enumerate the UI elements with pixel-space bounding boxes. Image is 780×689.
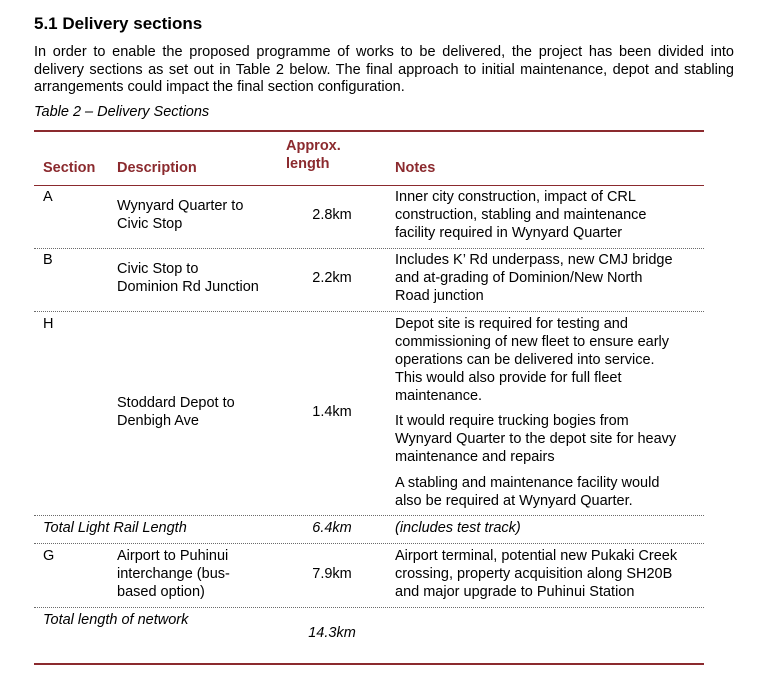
section-heading: 5.1 Delivery sections: [34, 14, 203, 33]
cell-section: G: [43, 548, 55, 564]
cell-section: H: [43, 316, 54, 332]
cell-length: 1.4km: [312, 404, 352, 420]
cell-length: 6.4km: [312, 520, 352, 536]
row-divider: [34, 515, 704, 516]
cell-notes-paragraph-3: A stabling and maintenance facility would also be required at Wynyard Quarter.: [395, 475, 660, 509]
table-caption: Table 2 – Delivery Sections: [34, 104, 210, 120]
header-description: Description: [117, 160, 197, 176]
cell-notes: Airport terminal, potential new Pukaki Creek crossing, property acquisition along SH20B and major upgrade to Puhinui Station: [395, 548, 678, 600]
cell-notes: Inner city construction, impact of CRL construction, stabling and maintenance facility required in Wynyard Quarter: [395, 189, 647, 241]
row-divider: [34, 543, 704, 544]
cell-length: 2.2km: [312, 270, 352, 286]
cell-notes: (includes test track): [395, 520, 521, 536]
header-length: Approx. length: [286, 138, 341, 172]
row-divider: [34, 607, 704, 608]
cell-notes-paragraph-1: Depot site is required for testing and commissioning of new fleet to ensure early operations can be delivered into service. This would also provide for full fleet maintenance.: [395, 316, 670, 404]
cell-length: 2.8km: [312, 207, 352, 223]
cell-length: 7.9km: [312, 566, 352, 582]
cell-length: 14.3km: [308, 625, 356, 641]
cell-description: Wynyard Quarter to Civic Stop: [117, 198, 244, 232]
cell-total-label: Total Light Rail Length: [43, 520, 187, 536]
cell-notes-paragraph-2: It would require trucking bogies from Wynyard Quarter to the depot site for heavy maintenance and repairs: [395, 413, 677, 465]
table-top-rule: [34, 130, 704, 132]
cell-total-label: Total length of network: [43, 612, 189, 628]
row-divider: [34, 311, 704, 312]
cell-description: Airport to Puhinui interchange (bus- based option): [117, 548, 230, 600]
header-notes: Notes: [395, 160, 436, 176]
header-section: Section: [43, 160, 96, 176]
cell-section: A: [43, 189, 53, 205]
table-bottom-rule: [34, 663, 704, 665]
cell-notes: Includes K’ Rd underpass, new CMJ bridge and at-grading of Dominion/New North Road junction: [395, 252, 673, 304]
row-divider: [34, 248, 704, 249]
intro-paragraph: In order to enable the proposed programme of works to be delivered, the project has been divided into delivery sections as set out in Table 2 below. The final approach to initial maintenance, depot and stabling arrangements could impact the final section configuration.: [34, 44, 734, 95]
cell-section: B: [43, 252, 53, 268]
cell-description: Stoddard Depot to Denbigh Ave: [117, 395, 235, 429]
header-rule: [34, 185, 704, 186]
cell-description: Civic Stop to Dominion Rd Junction: [117, 261, 259, 295]
